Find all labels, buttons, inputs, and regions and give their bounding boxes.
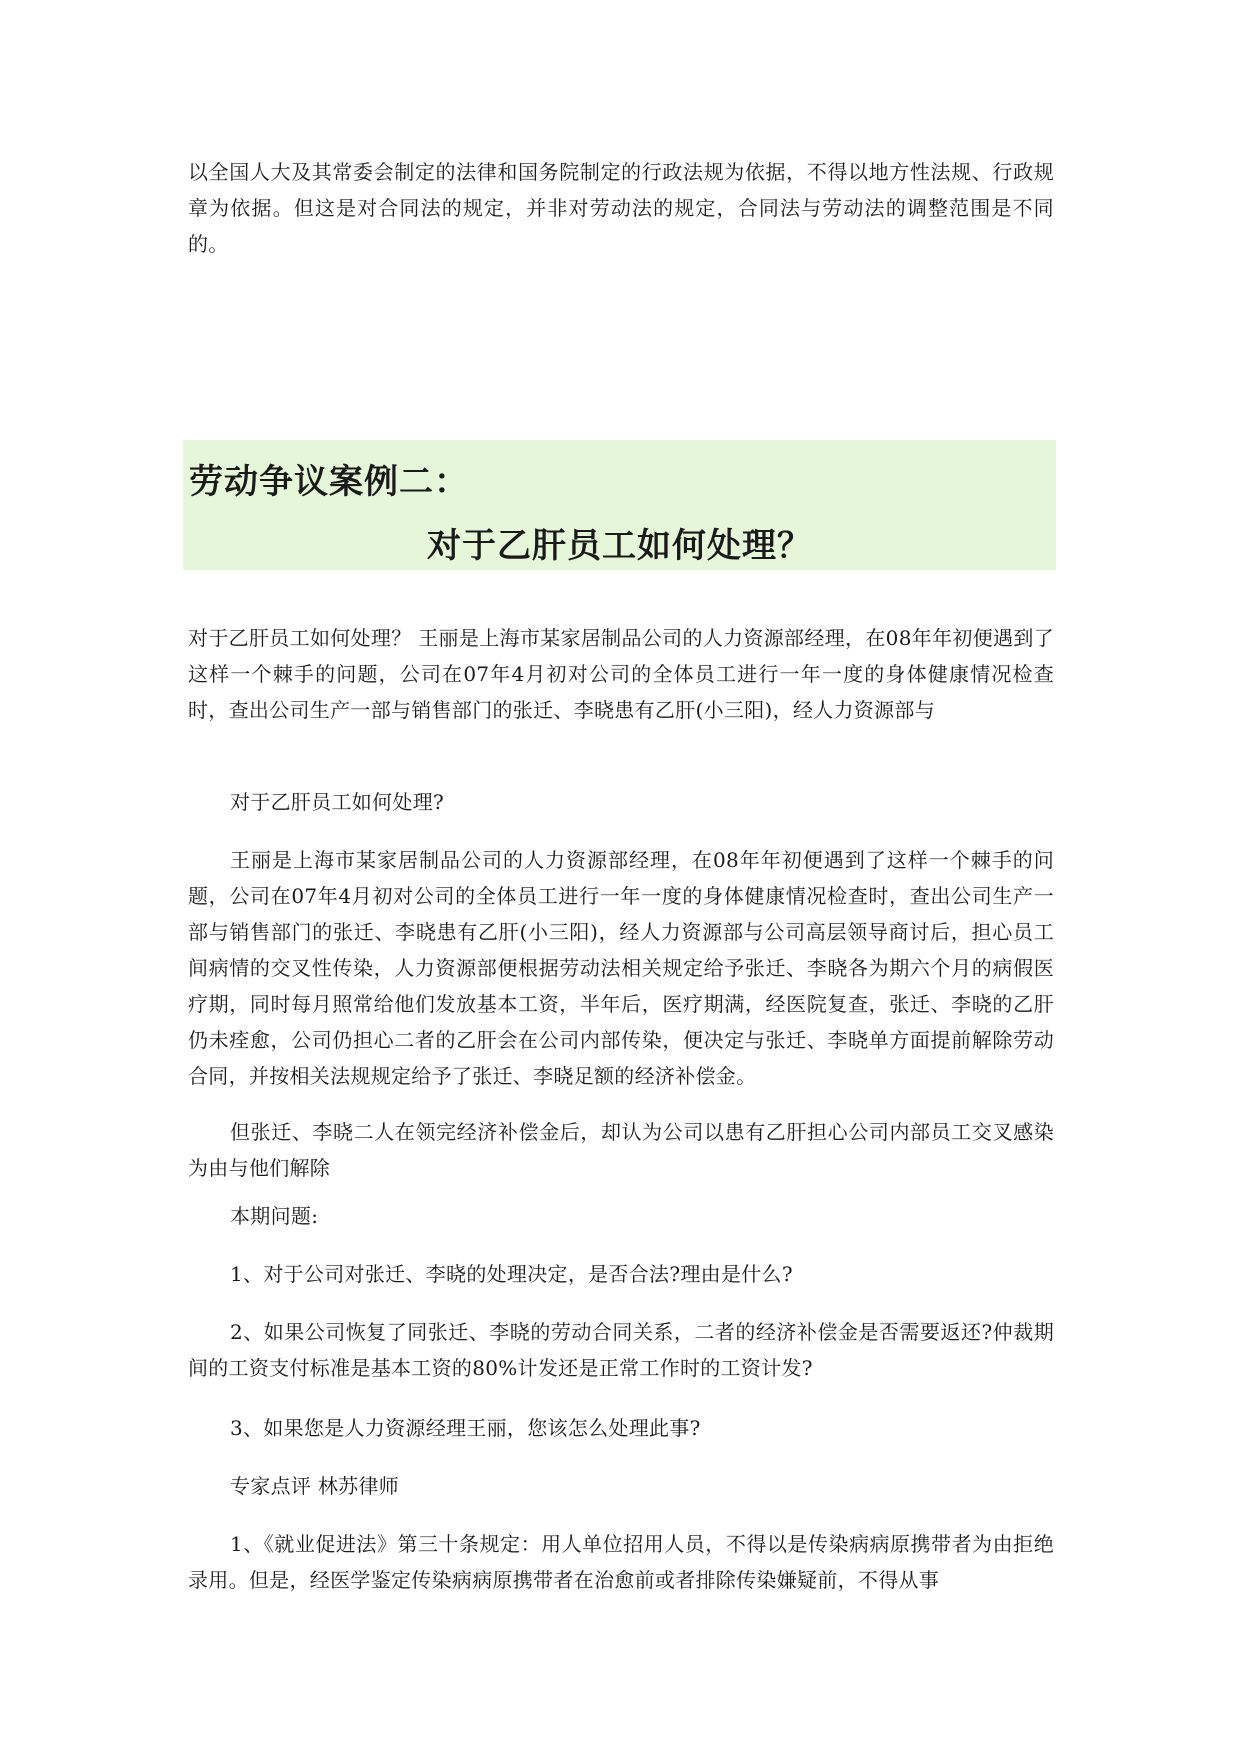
question-item-3: 3、如果您是人力资源经理王丽，您该怎么处理此事? <box>230 1416 701 1440</box>
case-heading-title: 劳动争议案例二： <box>189 462 469 502</box>
question-item-1: 1、对于公司对张迁、李晓的处理决定，是否合法?理由是什么? <box>230 1262 793 1286</box>
expert-label: 专家点评 林苏律师 <box>230 1474 400 1498</box>
intro-paragraph: 以全国人大及其常委会制定的法律和国务院制定的行政法规为依据，不得以地方性法规、行政规章为依据。但这是对合同法的规定，并非对劳动法的规定，合同法与劳动法的调整范围是不同的。 <box>188 160 1054 256</box>
case-heading-box <box>183 440 1056 570</box>
dispute-paragraph: 但张迁、李晓二人在领完经济补偿金后，却认为公司以患有乙肝担心公司内部员工交叉感染为由与他们解除 <box>188 1120 1054 1180</box>
question-item-2: 2、如果公司恢复了同张迁、李晓的劳动合同关系，二者的经济补偿金是否需要返还?仲裁期间的工资支付标准是基本工资的80%计发还是正常工作时的工资计发? <box>188 1320 1054 1380</box>
case-heading-subtitle: 对于乙肝员工如何处理？ <box>427 526 812 566</box>
question-title: 对于乙肝员工如何处理? <box>230 790 445 814</box>
issue-label: 本期问题: <box>230 1204 319 1228</box>
case-paragraph: 王丽是上海市某家居制品公司的人力资源部经理，在08年年初便遇到了这样一个棘手的问题，公司在07年4月初对公司的全体员工进行一年一度的身体健康情况检查时，查出公司生产一部与销售部门的张迁、李晓患有乙肝(小三阳)，经人力资源部与公司高层领导商讨后，担心员工间病情的交叉性传染，人力资源部便根据劳动法相关规定给予张迁、李晓各为期六个月的病假医疗期，同时每月照常给他们发放基本工资，半年后，医疗期满，经医院复查，张迁、李晓的乙肝仍未痊愈，公司仍担心二者的乙肝会在公司内部传染，便决定与张迁、李晓单方面提前解除劳动合同，并按相关法规规定给予了张迁、李晓足额的经济补偿金。 <box>188 848 1054 1088</box>
expert-paragraph: 1、《就业促进法》第三十条规定：用人单位招用人员，不得以是传染病病原携带者为由拒绝录用。但是，经医学鉴定传染病病原携带者在治愈前或者排除传染嫌疑前，不得从事 <box>188 1532 1054 1592</box>
summary-paragraph: 对于乙肝员工如何处理？ 王丽是上海市某家居制品公司的人力资源部经理，在08年年初便遇到了这样一个棘手的问题，公司在07年4月初对公司的全体员工进行一年一度的身体健康情况检查时，查出公司生产一部与销售部门的张迁、李晓患有乙肝(小三阳)，经人力资源部与 <box>188 626 1054 722</box>
